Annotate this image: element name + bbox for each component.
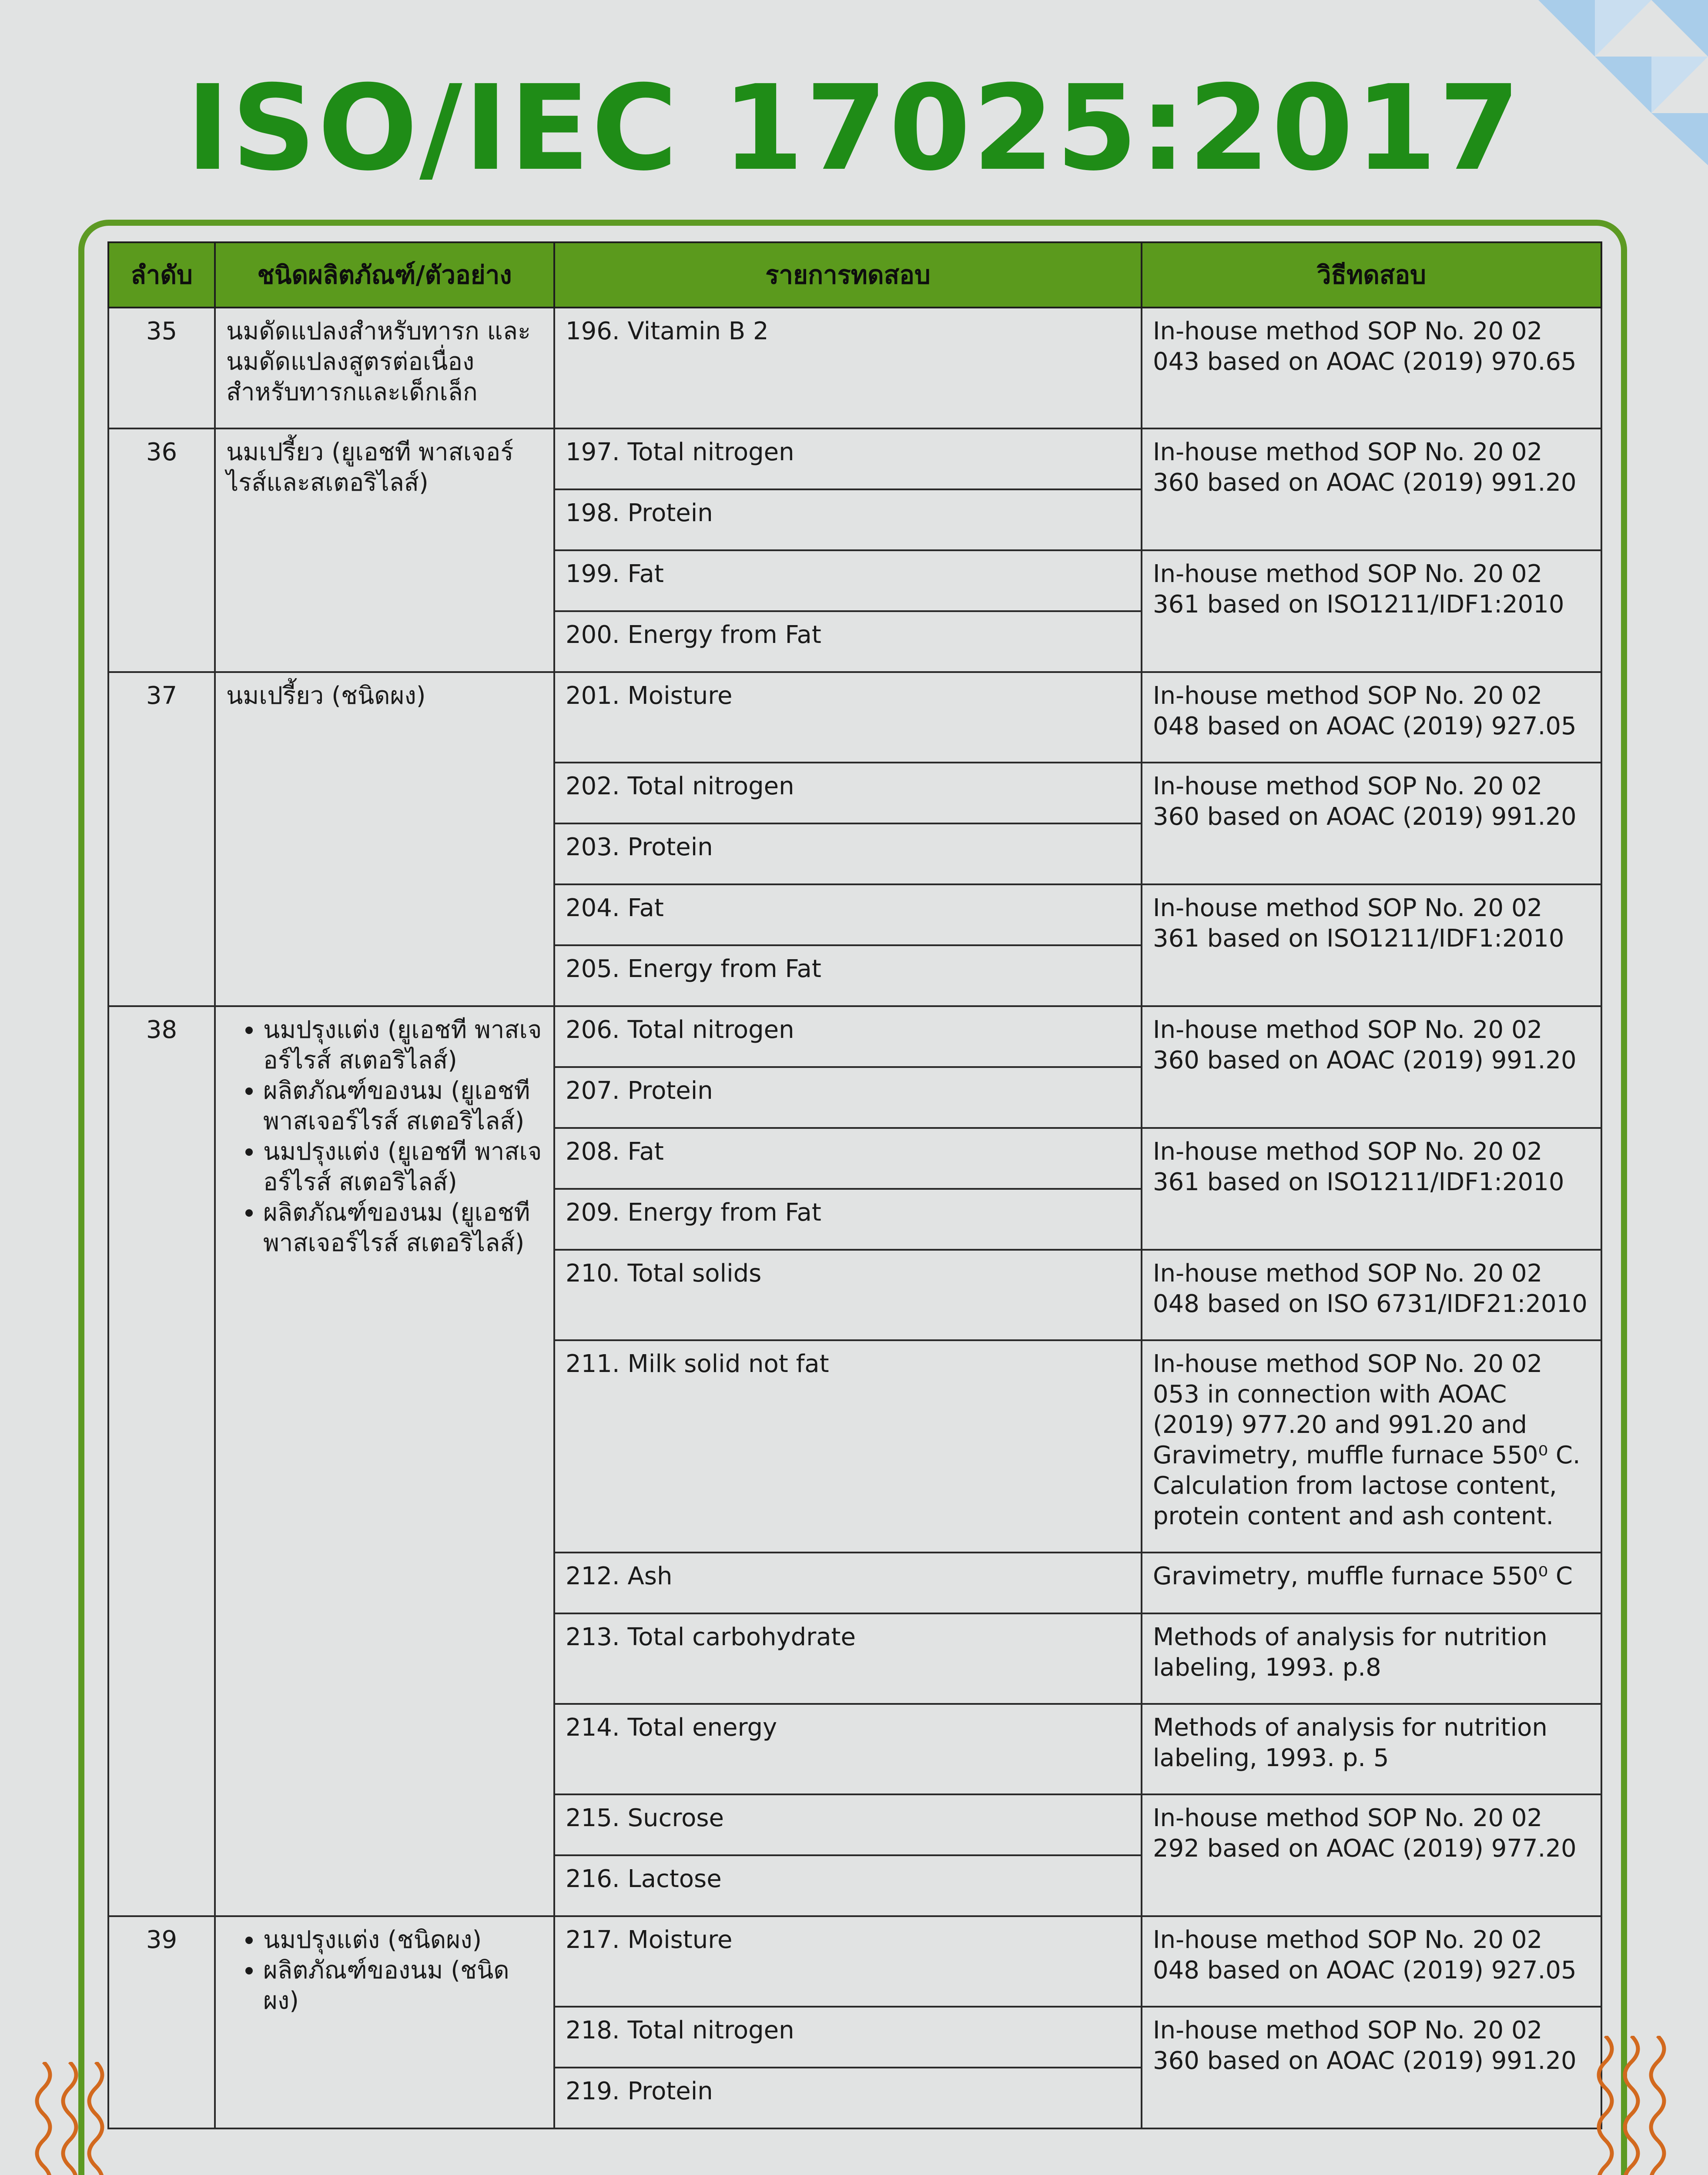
product-list — [215, 1006, 554, 1916]
test-method: In-house method SOP No. 20 02 360 based on AOAC (2019) 991.20 — [1142, 1006, 1601, 1128]
test-method-table — [107, 241, 1602, 2129]
product-name: นมเปรี้ยว (ชนิดผง) — [215, 672, 554, 1006]
test-item: 212. Ash — [554, 1553, 1142, 1613]
test-item: 200. Energy from Fat — [554, 611, 1142, 672]
row-number: 37 — [108, 672, 215, 1006]
col-header-test: รายการทดสอบ — [554, 242, 1142, 308]
product-list — [215, 1916, 554, 2128]
test-method: In-house method SOP No. 20 02 048 based on AOAC (2019) 927.05 — [1142, 672, 1601, 763]
test-item: 210. Total solids — [554, 1250, 1142, 1340]
test-item: 203. Protein — [554, 823, 1142, 884]
squiggle-decoration-right — [1592, 2036, 1671, 2175]
test-item: 215. Sucrose — [554, 1794, 1142, 1855]
product-item: • ผลิตภัณฑ์ของนม (ชนิดผง) — [263, 1955, 543, 2016]
product-item: • นมปรุงแต่ง (ชนิดผง) — [263, 1925, 543, 1955]
table-row — [108, 672, 1601, 763]
product-item: • ผลิตภัณฑ์ของนม (ยูเอชที พาสเจอร์ไรส์ สเตอริไลส์) — [263, 1198, 543, 1258]
row-number: 39 — [108, 1916, 215, 2128]
row-number: 38 — [108, 1006, 215, 1916]
test-item: 219. Protein — [554, 2068, 1142, 2128]
test-method: In-house method SOP No. 20 02 361 based on ISO1211/IDF1:2010 — [1142, 1128, 1601, 1250]
test-item: 206. Total nitrogen — [554, 1006, 1142, 1067]
col-header-no: ลำดับ — [108, 242, 215, 308]
test-method: Methods of analysis for nutrition labeling, 1993. p.8 — [1142, 1613, 1601, 1704]
table-row — [108, 1006, 1601, 1067]
test-method: In-house method SOP No. 20 02 292 based on AOAC (2019) 977.20 — [1142, 1794, 1601, 1916]
test-method: In-house method SOP No. 20 02 360 based on AOAC (2019) 991.20 — [1142, 763, 1601, 884]
test-item: 197. Total nitrogen — [554, 428, 1142, 489]
test-item: 201. Moisture — [554, 672, 1142, 763]
test-item: 216. Lactose — [554, 1855, 1142, 1916]
product-name: นมดัดแปลงสำหรับทารก และนมดัดแปลงสูตรต่อเนื่องสำหรับทารกและเด็กเล็ก — [215, 308, 554, 428]
table-row — [108, 308, 1601, 428]
product-name: นมเปรี้ยว (ยูเอชที พาสเจอร์ไรส์และสเตอริไลส์) — [215, 428, 554, 672]
test-item: 209. Energy from Fat — [554, 1189, 1142, 1250]
test-method: In-house method SOP No. 20 02 053 in connection with AOAC (2019) 977.20 and 991.20 and Gravimetry, muffle furnace 550⁰ C. Calculation from lactose content, protein content and ash content. — [1142, 1340, 1601, 1553]
test-item: 198. Protein — [554, 489, 1142, 550]
test-method: In-house method SOP No. 20 02 360 based on AOAC (2019) 991.20 — [1142, 2007, 1601, 2128]
product-item: • ผลิตภัณฑ์ของนม (ยูเอชที พาสเจอร์ไรส์ สเตอริไลส์) — [263, 1076, 543, 1137]
col-header-method: วิธีทดสอบ — [1142, 242, 1601, 308]
test-item: 211. Milk solid not fat — [554, 1340, 1142, 1553]
page-corner-decoration — [0, 2155, 261, 2175]
test-item: 202. Total nitrogen — [554, 763, 1142, 823]
table-row — [108, 1916, 1601, 2007]
test-item: 213. Total carbohydrate — [554, 1613, 1142, 1704]
test-method: Methods of analysis for nutrition labeling, 1993. p. 5 — [1142, 1704, 1601, 1794]
test-item: 218. Total nitrogen — [554, 2007, 1142, 2068]
page-title: ISO/IEC 17025:2017 — [186, 60, 1522, 197]
test-method: In-house method SOP No. 20 02 043 based on AOAC (2019) 970.65 — [1142, 308, 1601, 428]
product-item: • นมปรุงแต่ง (ยูเอชที พาสเจอร์ไรส์ สเตอริไลส์) — [263, 1137, 543, 1198]
product-item: • นมปรุงแต่ง (ยูเอชที พาสเจอร์ไรส์ สเตอริไลส์) — [263, 1015, 543, 1076]
test-item: 204. Fat — [554, 884, 1142, 945]
col-header-product: ชนิดผลิตภัณฑ์/ตัวอย่าง — [215, 242, 554, 308]
test-method: Gravimetry, muffle furnace 550⁰ C — [1142, 1553, 1601, 1613]
row-number: 35 — [108, 308, 215, 428]
row-number: 36 — [108, 428, 215, 672]
test-item: 205. Energy from Fat — [554, 945, 1142, 1006]
test-method: In-house method SOP No. 20 02 361 based on ISO1211/IDF1:2010 — [1142, 550, 1601, 672]
test-method: In-house method SOP No. 20 02 360 based on AOAC (2019) 991.20 — [1142, 428, 1601, 550]
test-method: In-house method SOP No. 20 02 361 based on ISO1211/IDF1:2010 — [1142, 884, 1601, 1006]
test-item: 196. Vitamin B 2 — [554, 308, 1142, 428]
test-item: 207. Protein — [554, 1067, 1142, 1128]
table-row — [108, 428, 1601, 489]
test-item: 208. Fat — [554, 1128, 1142, 1189]
test-item: 217. Moisture — [554, 1916, 1142, 2007]
test-item: 199. Fat — [554, 550, 1142, 611]
test-method: In-house method SOP No. 20 02 048 based on ISO 6731/IDF21:2010 — [1142, 1250, 1601, 1340]
test-method: In-house method SOP No. 20 02 048 based on AOAC (2019) 927.05 — [1142, 1916, 1601, 2007]
test-item: 214. Total energy — [554, 1704, 1142, 1794]
table-header-row — [108, 242, 1601, 308]
